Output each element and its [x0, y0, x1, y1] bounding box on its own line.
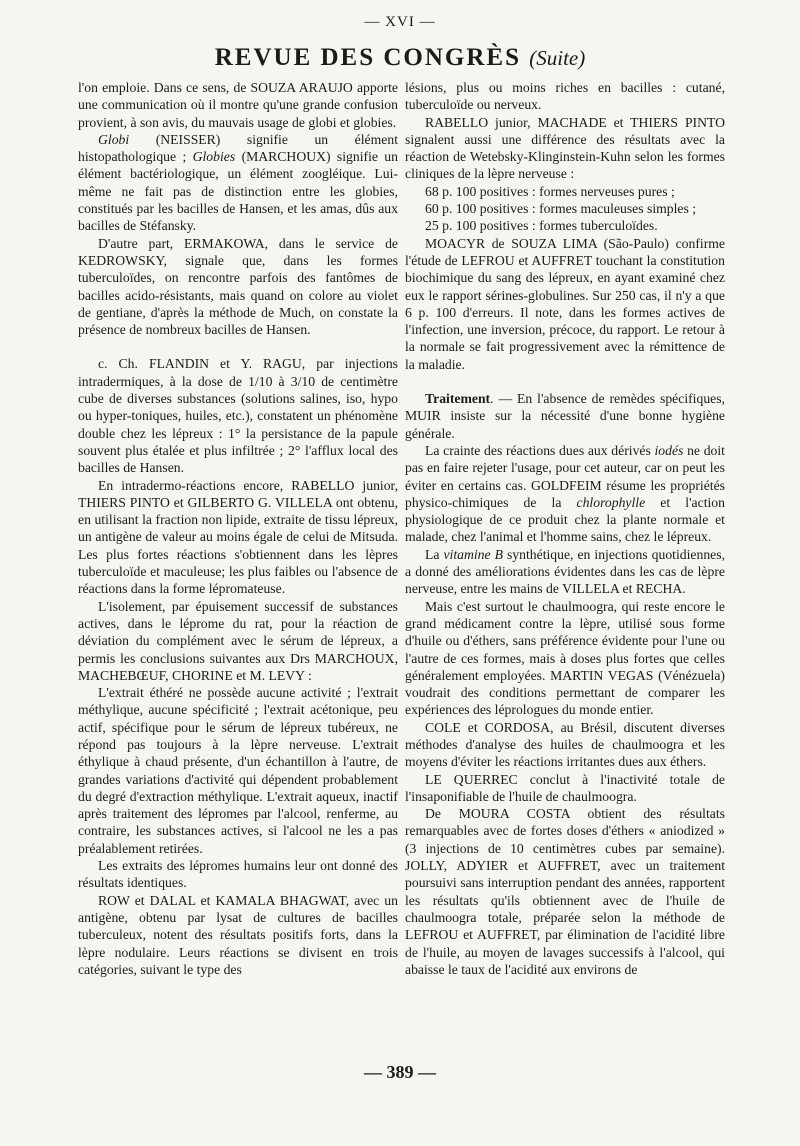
right-paragraph-5-part-a: La crainte des réactions dues aux dérivés	[425, 442, 655, 458]
journal-title-text: REVUE DES CONGRÈS	[214, 44, 522, 71]
right-paragraph-5-part-c: ne doit pas en faire rejeter l'usage, pour cet auteur, car on peut les éviter en certains cas. GOLDFEIM résume les propriétés physico-chimiques de la	[405, 442, 725, 510]
right-paragraph-2: RABELLO junior, MACHADE et THIERS PINTO signalent aussi une différence des résultats avec la réaction de Wetebsky-Klinginstein-Kuhn selon les formes cliniques de la lèpre nerveuse :	[405, 114, 725, 182]
right-paragraph-6	[405, 546, 725, 598]
left-paragraph-8: Les extraits des lépromes humains leur ont donné des résultats identiques.	[78, 858, 398, 891]
right-paragraph-5	[405, 442, 725, 546]
right-column	[405, 79, 725, 978]
journal-title-suite: (Suite)	[529, 46, 586, 70]
page-number: — 389 —	[364, 1062, 436, 1082]
term-globies: Globies	[192, 149, 236, 165]
term-globi: Globi	[98, 131, 130, 147]
right-paragraph-6-part-a: La	[425, 546, 444, 562]
right-paragraph-5-part-e: et l'action physiologique de ce produit chez la plante normale et malade, chez l'animal et l'homme sains, chez le lépreux.	[405, 494, 725, 545]
left-paragraph-4: c. Ch. FLANDIN et Y. RAGU, par injections intradermiques, à la dose de 1/10 à 3/10 de centimètre cube de diverses substances (solutions salines, iso, hypo ou hyper-toniques, huiles, etc.), constatent un phénomène double chez les lépreux : 1° la persistance de la papule souvent plus étalée et plus infiltrée ; 2° l'afflux local des bacilles de Hansen.	[78, 356, 398, 476]
left-paragraph-9: ROW et DALAL et KAMALA BHAGWAT, avec un antigène, obtenu par lysat de cultures de bacilles tuberculeux, notent des résultats positifs forts, dans la lèpre nodulaire. Leurs réactions se divisent en trois catégories, suivant le type des	[78, 892, 398, 977]
result-list-item-2: 60 p. 100 positives : formes maculeuses simples ;	[425, 201, 697, 217]
left-paragraph-2-part-b: (NEISSER) signifie un élément histopathologique ;	[78, 131, 398, 165]
left-paragraph-7: L'extrait éthéré ne possède aucune activité ; l'extrait méthylique, aucune spécificité ; l'extrait acétonique, peu actif, spécifique pour le sérum de lépreux tubéreux, ne répond pas toujours à la lèpre nerveuse. L'extrait éthylique à chaud présente, d'un échantillon à l'autre, de grandes variations d'activité qui dépendent probablement du degré d'extraction méthylique. L'extrait aqueux, inactif après traitement des lépromes par l'alcool, renferme, au contraire, les substances actives, si l'alcool ne les a pas préalablement retirées.	[78, 685, 398, 856]
right-paragraph-4	[405, 390, 725, 442]
right-paragraph-6-part-c: synthétique, en injections quotidiennes, a donné des améliorations évidentes dans les cas de lèpre nerveuse, entre les mains de VILLELA et RECHA.	[405, 546, 725, 597]
left-column	[78, 79, 398, 978]
right-paragraph-9: LE QUERREC conclut à l'inactivité totale de l'insaponifiable de l'huile de chaulmoogra.	[405, 771, 725, 804]
result-list-item-3: 25 p. 100 positives : formes tuberculoïdes.	[425, 218, 658, 234]
result-list-item-1: 68 p. 100 positives : formes nerveuses pures ;	[425, 183, 675, 199]
right-paragraph-10: De MOURA COSTA obtient des résultats remarquables avec de fortes doses d'éthers « aniodized » (3 injections de 10 centimètres cubes par semaine). JOLLY, ADYIER et AUFFRET, avec un traitement poursuivi sans interruption pendant des années, rapportent les résultats qu'ils obtiennent avec de l'huile de chaulmoogra totale, préparée selon la méthode de LEFROU et AUFFRET, par élimination de l'acidité libre de l'huile, au moyen de lavages successifs à l'alcool, qui abaisse le taux de l'acidité aux environs de	[405, 806, 725, 977]
term-vitamine-b: vitamine B	[443, 546, 503, 562]
right-paragraph-4-body: . — En l'absence de remèdes spécifiques, MUIR insiste sur la nécessité d'une bonne hygiène générale.	[405, 391, 725, 441]
term-chlorophylle: chlorophylle	[576, 494, 646, 510]
section-heading-traitement: Traitement	[425, 391, 491, 407]
journal-title	[0, 44, 800, 72]
left-paragraph-5: En intradermo-réactions encore, RABELLO junior, THIERS PINTO et GILBERTO G. VILLELA ont obtenu, en utilisant la fraction non lipide, extraite de tissu lépreux, un antigène de valeur au moins égale de celui de Mitsuda. Les plus fortes réactions s'obtiennent dans les lèpres tuberculoïde et maculeuse; les plus faibles ou l'absence de réactions dans la forme lépromateuse.	[78, 477, 398, 597]
left-paragraph-3: D'autre part, ERMAKOWA, dans le service de KEDROWSKY, signale que, dans les formes tuberculoïdes, on rencontre parfois des fantômes de bacilles acido-résistants, mais quand on colore au violet de gentiane, d'après la méthode de Much, on constate la présence de nombreux bacilles de Hansen.	[78, 235, 398, 338]
term-iodes: iodés	[654, 442, 684, 458]
running-head: — XVI —	[364, 14, 436, 30]
right-paragraph-8: COLE et CORDOSA, au Brésil, discutent diverses méthodes d'analyse des huiles de chaulmoogra et les moyens d'éviter les réactions irritantes dues aux éthers.	[405, 719, 725, 770]
left-paragraph-1: l'on emploie. Dans ce sens, de SOUZA ARAUJO apporte une communication où il montre qu'une grande confusion provient, à son avis, du mauvais usage de globi et globies.	[78, 80, 398, 130]
left-paragraph-6: L'isolement, par épuisement successif de substances actives, dans le léprome du rat, pour la réaction de déviation du complément avec le sérum de lépreux, a permis les conclusions suivantes aux Drs MARCHOUX, MACHEBŒUF, CHORINE et M. LEVY :	[78, 598, 398, 683]
left-paragraph-2	[78, 131, 398, 235]
right-paragraph-7: Mais c'est surtout le chaulmoogra, qui reste encore le grand médicament contre la lèpre, utilisé sous forme d'huile ou d'éthers, sans préférence évidente pour l'une ou l'autre de ces formes, mais à doses plus fortes que celles généralement employées. MARTIN VEGAS (Vénézuela) voudrait des conditions permettant de comparer les expériences des léprologues du monde entier.	[405, 598, 725, 718]
left-paragraph-2-part-d: (MARCHOUX) signifie un élément bactériologique, un élément zoogléique. Lui-même ne fait pas de distinction entre les globies, constitués par les bacilles de Hansen, et les amas, dûs aux bacilles de Stéfansky.	[78, 149, 398, 234]
right-paragraph-3: MOACYR de SOUZA LIMA (São-Paulo) confirme l'étude de LEFROU et AUFFRET touchant la constitution biochimique du sang des lépreux, en ayant examiné chez eux le rapport sérines-globulines. Sur 250 cas, il n'y a que 6 p. 100 d'erreurs. Il note, dans les formes actives de l'infection, une inversion, précoce, du rapport. Le retour à la normale se fait progressivement avec la rémittence de la maladie.	[405, 235, 725, 372]
right-paragraph-1: lésions, plus ou moins riches en bacilles : cutané, tuberculoïde ou nerveux.	[405, 80, 725, 113]
